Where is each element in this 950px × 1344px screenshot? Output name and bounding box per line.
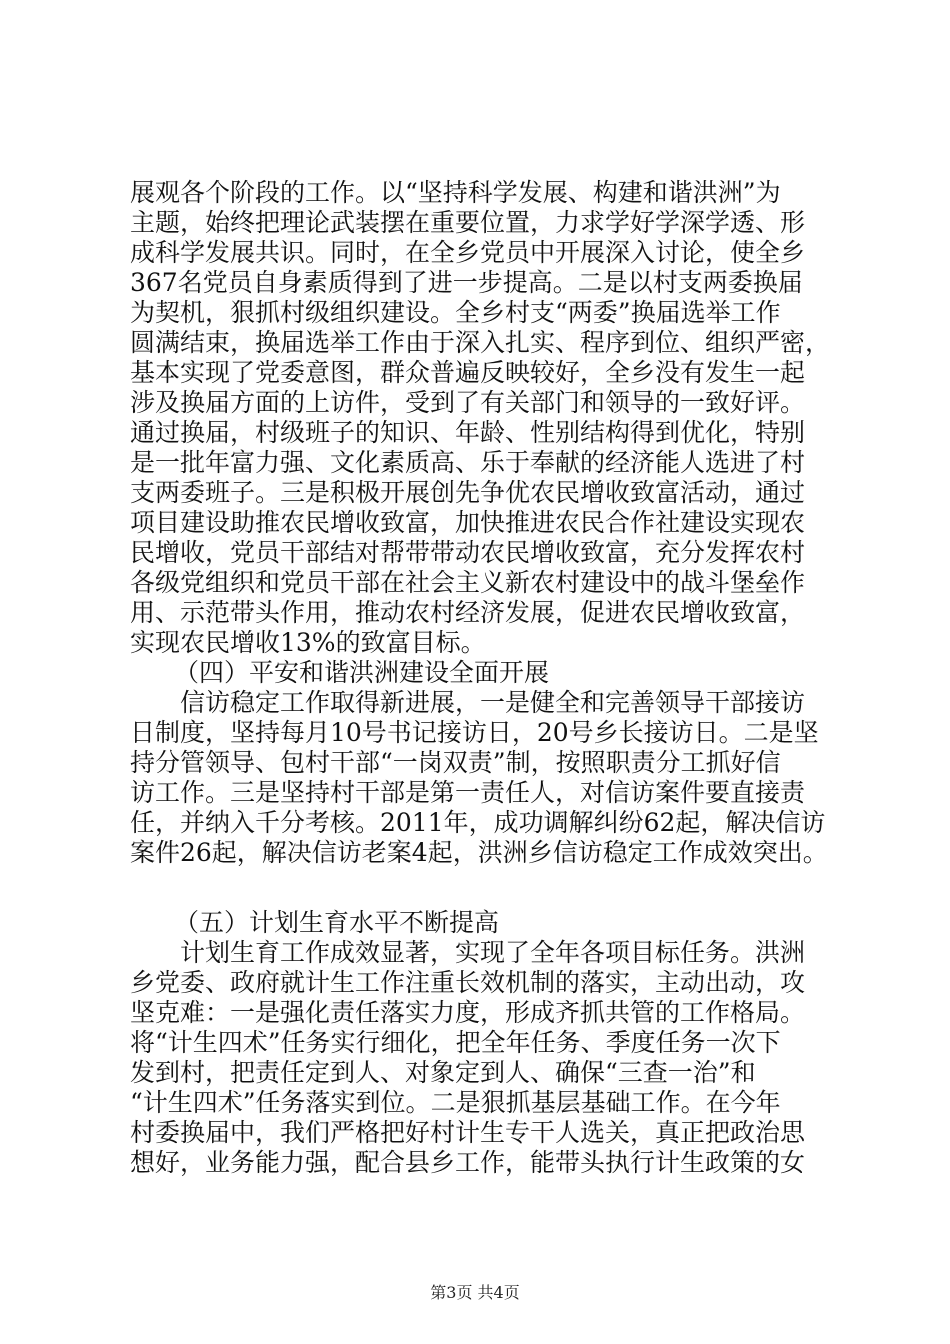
text-line: 案件26起，解决信访老案4起，洪洲乡信访稳定工作成效突出。 xyxy=(130,838,828,867)
text-line: 民增收，党员干部结对帮带带动农民增收致富，充分发挥农村 xyxy=(130,538,806,567)
text-line: 实现农民增收13%的致富目标。 xyxy=(130,628,486,657)
text-line: 通过换届，村级班子的知识、年龄、性别结构得到优化，特别 xyxy=(130,418,806,447)
text-line: 是一批年富力强、文化素质高、乐于奉献的经济能人选进了村 xyxy=(130,448,806,477)
text-line: 展观各个阶段的工作。以“坚持科学发展、构建和谐洪洲”为 xyxy=(130,178,781,207)
text-line: 计划生育工作成效显著，实现了全年各项目标任务。洪洲 xyxy=(180,938,806,967)
text-line: 为契机，狠抓村级组织建设。全乡村支“两委”换届选举工作 xyxy=(130,298,781,327)
text-line: 坚克难：一是强化责任落实力度，形成齐抓共管的工作格局。 xyxy=(130,998,806,1027)
text-line: 乡党委、政府就计生工作注重长效机制的落实，主动出动，攻 xyxy=(130,968,806,997)
section-heading: （五）计划生育水平不断提高 xyxy=(174,908,500,937)
text-line: 村委换届中，我们严格把好村计生专干人选关，真正把政治思 xyxy=(130,1118,806,1147)
text-line: 主题，始终把理论武装摆在重要位置，力求学好学深学透、形 xyxy=(130,208,806,237)
page-footer xyxy=(0,1280,950,1303)
text-line: 将“计生四术”任务实行细化，把全年任务、季度任务一次下 xyxy=(130,1028,781,1057)
text-line: 任，并纳入千分考核。2011年，成功调解纠纷62起，解决信访 xyxy=(130,808,826,837)
text-line: 日制度，坚持每月10号书记接访日，20号乡长接访日。二是坚 xyxy=(130,718,819,747)
text-line: 访工作。三是坚持村干部是第一责任人，对信访案件要直接责 xyxy=(130,778,806,807)
text-line: 涉及换届方面的上访件，受到了有关部门和领导的一致好评。 xyxy=(130,388,806,417)
section-heading: （四）平安和谐洪洲建设全面开展 xyxy=(174,658,550,687)
text-line: 各级党组织和党员干部在社会主义新农村建设中的战斗堡垒作 xyxy=(130,568,806,597)
text-line: 发到村，把责任定到人、对象定到人、确保“三查一治”和 xyxy=(130,1058,756,1087)
text-line: 367名党员自身素质得到了进一步提高。二是以村支两委换届 xyxy=(130,268,803,297)
text-line: 圆满结束，换届选举工作由于深入扎实、程序到位、组织严密， xyxy=(130,328,831,357)
text-line: 项目建设助推农民增收致富，加快推进农民合作社建设实现农 xyxy=(130,508,806,537)
text-line: 基本实现了党委意图，群众普遍反映较好，全乡没有发生一起 xyxy=(130,358,806,387)
page-number: 第3页 共4页 xyxy=(430,1283,520,1302)
text-line: 用、示范带头作用，推动农村经济发展，促进农民增收致富， xyxy=(130,598,806,627)
text-line: 信访稳定工作取得新进展，一是健全和完善领导干部接访 xyxy=(180,688,806,717)
text-line: 持分管领导、包村干部“一岗双责”制，按照职责分工抓好信 xyxy=(130,748,781,777)
text-line: 成科学发展共识。同时，在全乡党员中开展深入讨论，使全乡 xyxy=(130,238,806,267)
text-line: 支两委班子。三是积极开展创先争优农民增收致富活动，通过 xyxy=(130,478,806,507)
text-line: 想好，业务能力强，配合县乡工作，能带头执行计生政策的女 xyxy=(130,1148,806,1177)
text-line: “计生四术”任务落实到位。二是狠抓基层基础工作。在今年 xyxy=(130,1088,781,1117)
